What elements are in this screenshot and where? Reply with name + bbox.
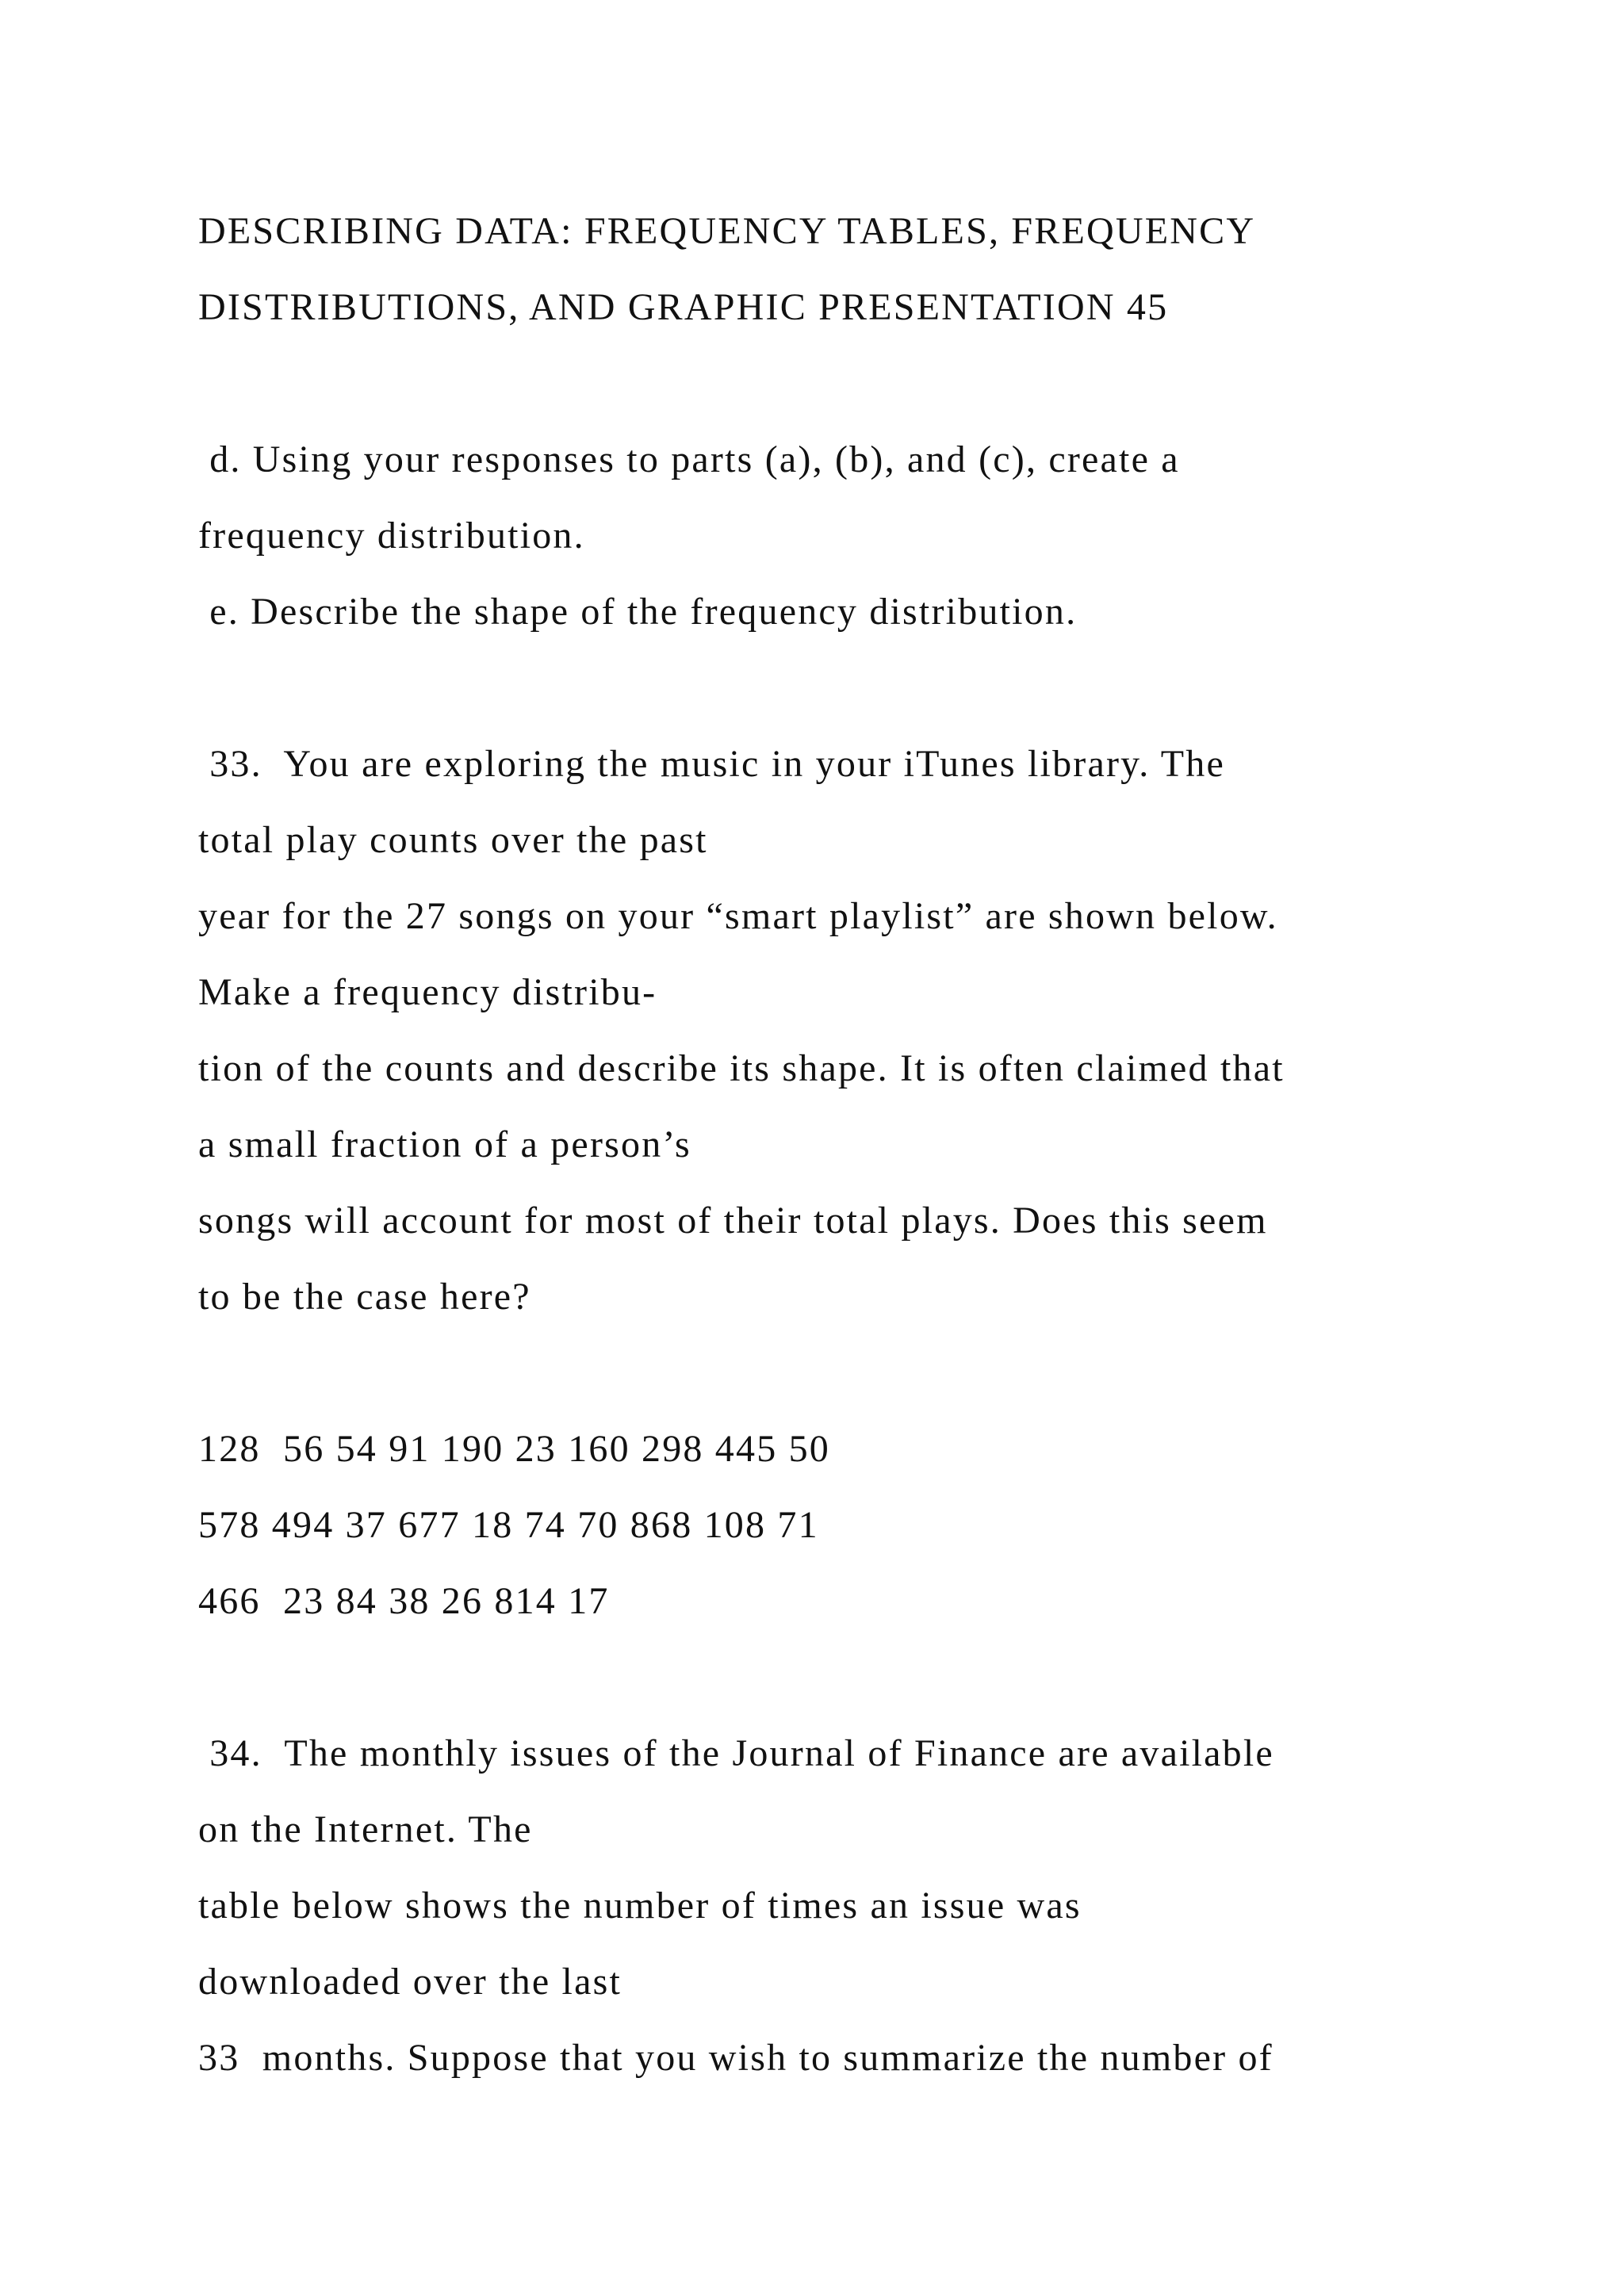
part-e-line: e. Describe the shape of the frequency distribution. [198, 591, 1078, 633]
problem-33-line-3: year for the 27 songs on your “smart playlist” are shown below. [198, 895, 1278, 937]
problem-34-line-2: on the Internet. The [198, 1808, 533, 1850]
spacer [198, 650, 1499, 726]
problem-33-line-8: to be the case here? [198, 1276, 531, 1318]
problem-34-line-1: 34. The monthly issues of the Journal of Finance are available [198, 1732, 1274, 1774]
problem-34-line-3: table below shows the number of times an issue was [198, 1885, 1082, 1927]
spacer [198, 346, 1499, 422]
spacer [198, 1335, 1499, 1411]
problem-33-line-7: songs will account for most of their total plays. Does this seem [198, 1200, 1268, 1242]
play-counts-row-2: 578 494 37 677 18 74 70 868 108 71 [198, 1504, 819, 1546]
problem-34-line-5: 33 months. Suppose that you wish to summarize the number of [198, 2037, 1274, 2079]
problem-33-line-2: total play counts over the past [198, 819, 708, 861]
problem-33-line-5: tion of the counts and describe its shape. It is often claimed that [198, 1047, 1285, 1089]
problem-33-line-6: a small fraction of a person’s [198, 1123, 691, 1165]
section-heading-line-2: DISTRIBUTIONS, AND GRAPHIC PRESENTATION 45 [198, 286, 1169, 328]
play-counts-row-3: 466 23 84 38 26 814 17 [198, 1580, 610, 1622]
part-d-line-2: frequency distribution. [198, 515, 585, 557]
problem-33-line-1: 33. You are exploring the music in your iTunes library. The [198, 743, 1225, 785]
problem-33-line-4: Make a frequency distribu- [198, 971, 657, 1013]
spacer [198, 1640, 1499, 1716]
play-counts-row-1: 128 56 54 91 190 23 160 298 445 50 [198, 1428, 830, 1470]
part-d-line-1: d. Using your responses to parts (a), (b), and (c), create a [198, 438, 1180, 480]
section-heading-line-1: DESCRIBING DATA: FREQUENCY TABLES, FREQUENCY [198, 210, 1256, 252]
document-text [198, 193, 1499, 2096]
problem-34-line-4: downloaded over the last [198, 1961, 622, 2003]
